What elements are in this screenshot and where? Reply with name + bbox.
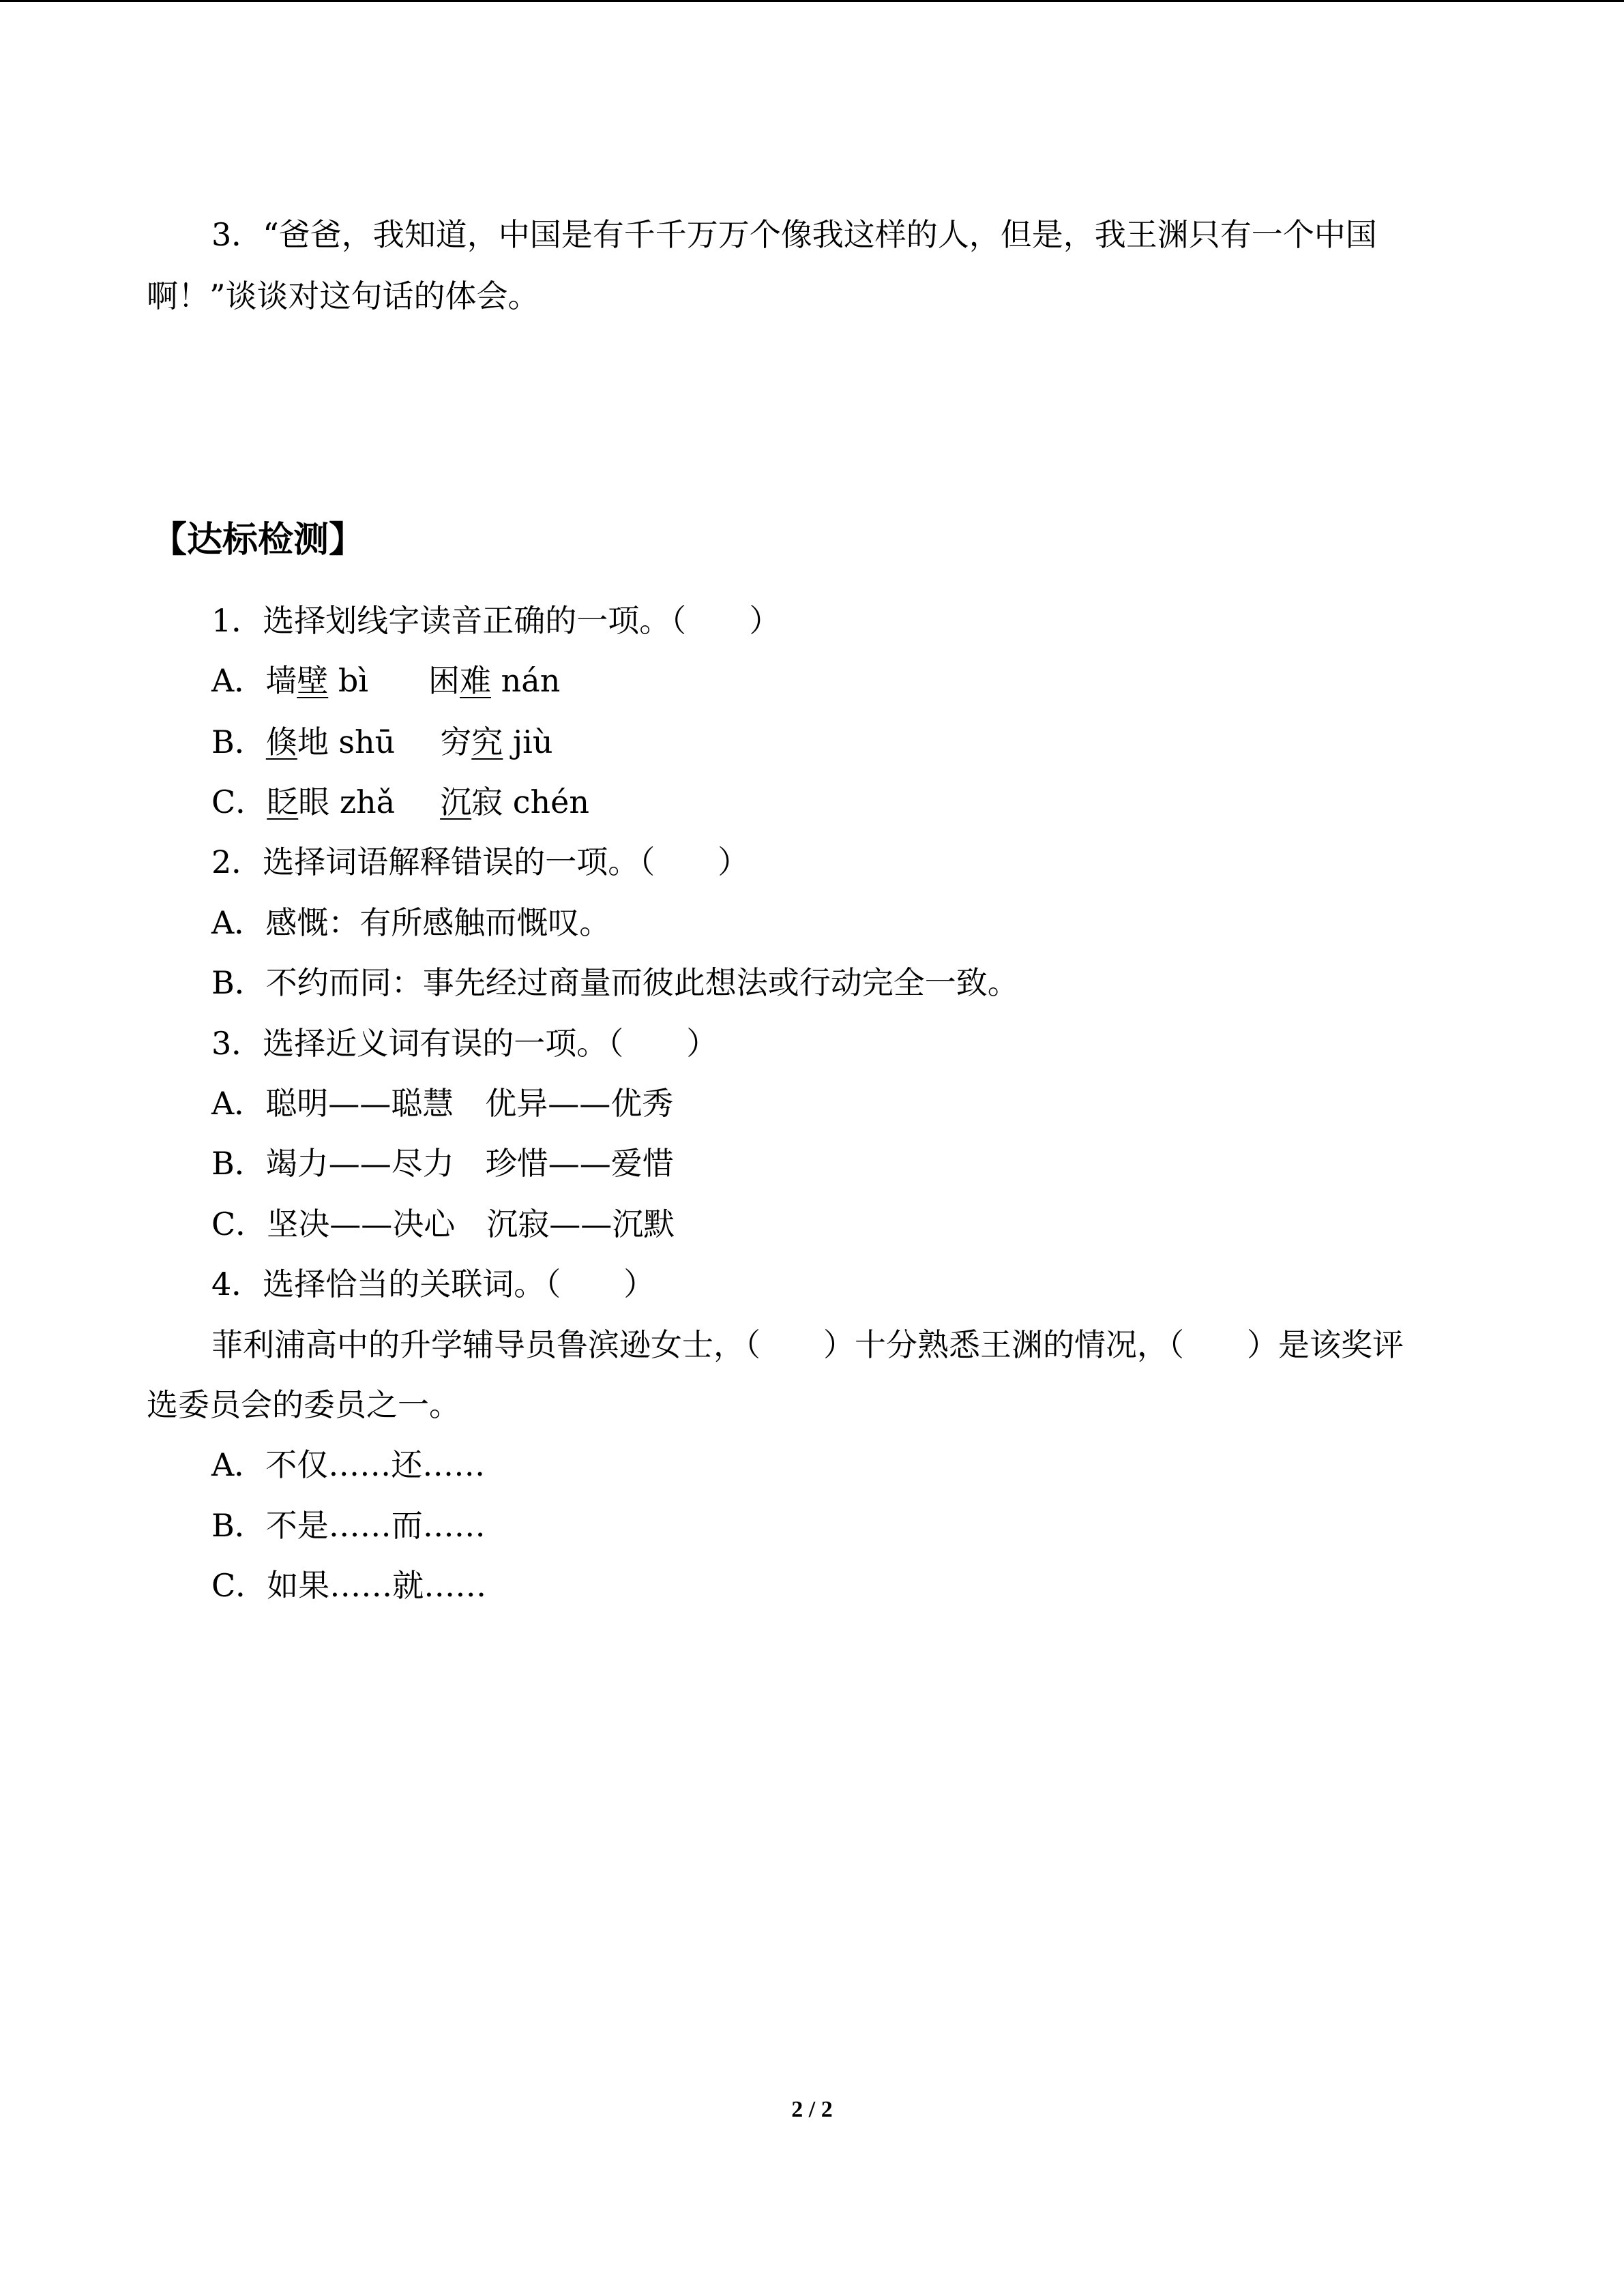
option-label: C． xyxy=(211,784,267,820)
q4-option-a: A．不仅……还…… xyxy=(211,1446,486,1483)
q3-option-c: C．坚决——决心 沉寂——沉默 xyxy=(211,1206,675,1242)
q1-c-word1-rest: 眼 zhǎ xyxy=(298,784,396,820)
q4-stem: 4．选择恰当的关联词。（ ） xyxy=(211,1266,655,1302)
q2-stem: 2．选择词语解释错误的一项。（ ） xyxy=(211,844,750,880)
q1-b-word2-underlined: 究 xyxy=(471,724,503,760)
reading-question-3-line-2: 啊！”谈谈对这句话的体会。 xyxy=(147,278,540,314)
q1-a-word2-prefix: 困 xyxy=(428,662,460,699)
q2-option-a: A．感慨：有所感触而慨叹。 xyxy=(211,904,611,941)
q1-b-word1-rest: 地 shū xyxy=(297,724,396,760)
q1-b-word2-pinyin: jiù xyxy=(503,724,553,760)
q1-a-word2-underlined: 难 xyxy=(460,662,492,699)
option-label: A． xyxy=(211,662,266,699)
q1-a-word1-underlined: 壁 xyxy=(297,662,329,699)
q1-stem: 1．选择划线字读音正确的一项。（ ） xyxy=(211,602,781,639)
q3-option-b: B．竭力——尽力 珍惜——爱惜 xyxy=(211,1145,674,1182)
q1-c-word2-underlined: 沉 xyxy=(440,784,472,820)
q1-option-c xyxy=(211,781,589,822)
reading-question-3-line-1: 3．“爸爸，我知道，中国是有千千万万个像我这样的人，但是，我王渊只有一个中国 xyxy=(211,216,1377,253)
q3-stem: 3．选择近义词有误的一项。（ ） xyxy=(211,1025,718,1062)
q1-c-word2-rest: 寂 chén xyxy=(471,784,589,820)
q1-a-word2-pinyin: nán xyxy=(491,662,561,699)
q4-passage-line-1: 菲利浦高中的升学辅导员鲁滨逊女士，（ ）十分熟悉王渊的情况，（ ）是该奖评 xyxy=(211,1326,1404,1363)
q4-passage-line-2: 选委员会的委员之一。 xyxy=(147,1386,460,1423)
q1-a-word1-pinyin: bì xyxy=(328,662,369,699)
option-label: B． xyxy=(211,724,266,760)
page-number: 2 / 2 xyxy=(791,2097,833,2122)
section-title: 【达标检测】 xyxy=(151,519,365,561)
q1-a-word1-prefix: 墙 xyxy=(265,662,297,699)
q1-option-b xyxy=(211,721,553,762)
q1-b-word1-underlined: 倏 xyxy=(265,724,297,760)
q1-option-a xyxy=(211,660,560,701)
q4-option-c: C．如果……就…… xyxy=(211,1567,487,1604)
q4-option-b: B．不是……而…… xyxy=(211,1507,486,1544)
q1-b-word2-prefix: 穷 xyxy=(440,724,472,760)
q2-option-b: B．不约而同：事先经过商量而彼此想法或行动完全一致。 xyxy=(211,964,1019,1001)
q1-c-word1-underlined: 眨 xyxy=(267,784,299,820)
q3-option-a: A．聪明——聪慧 优异——优秀 xyxy=(211,1085,674,1122)
